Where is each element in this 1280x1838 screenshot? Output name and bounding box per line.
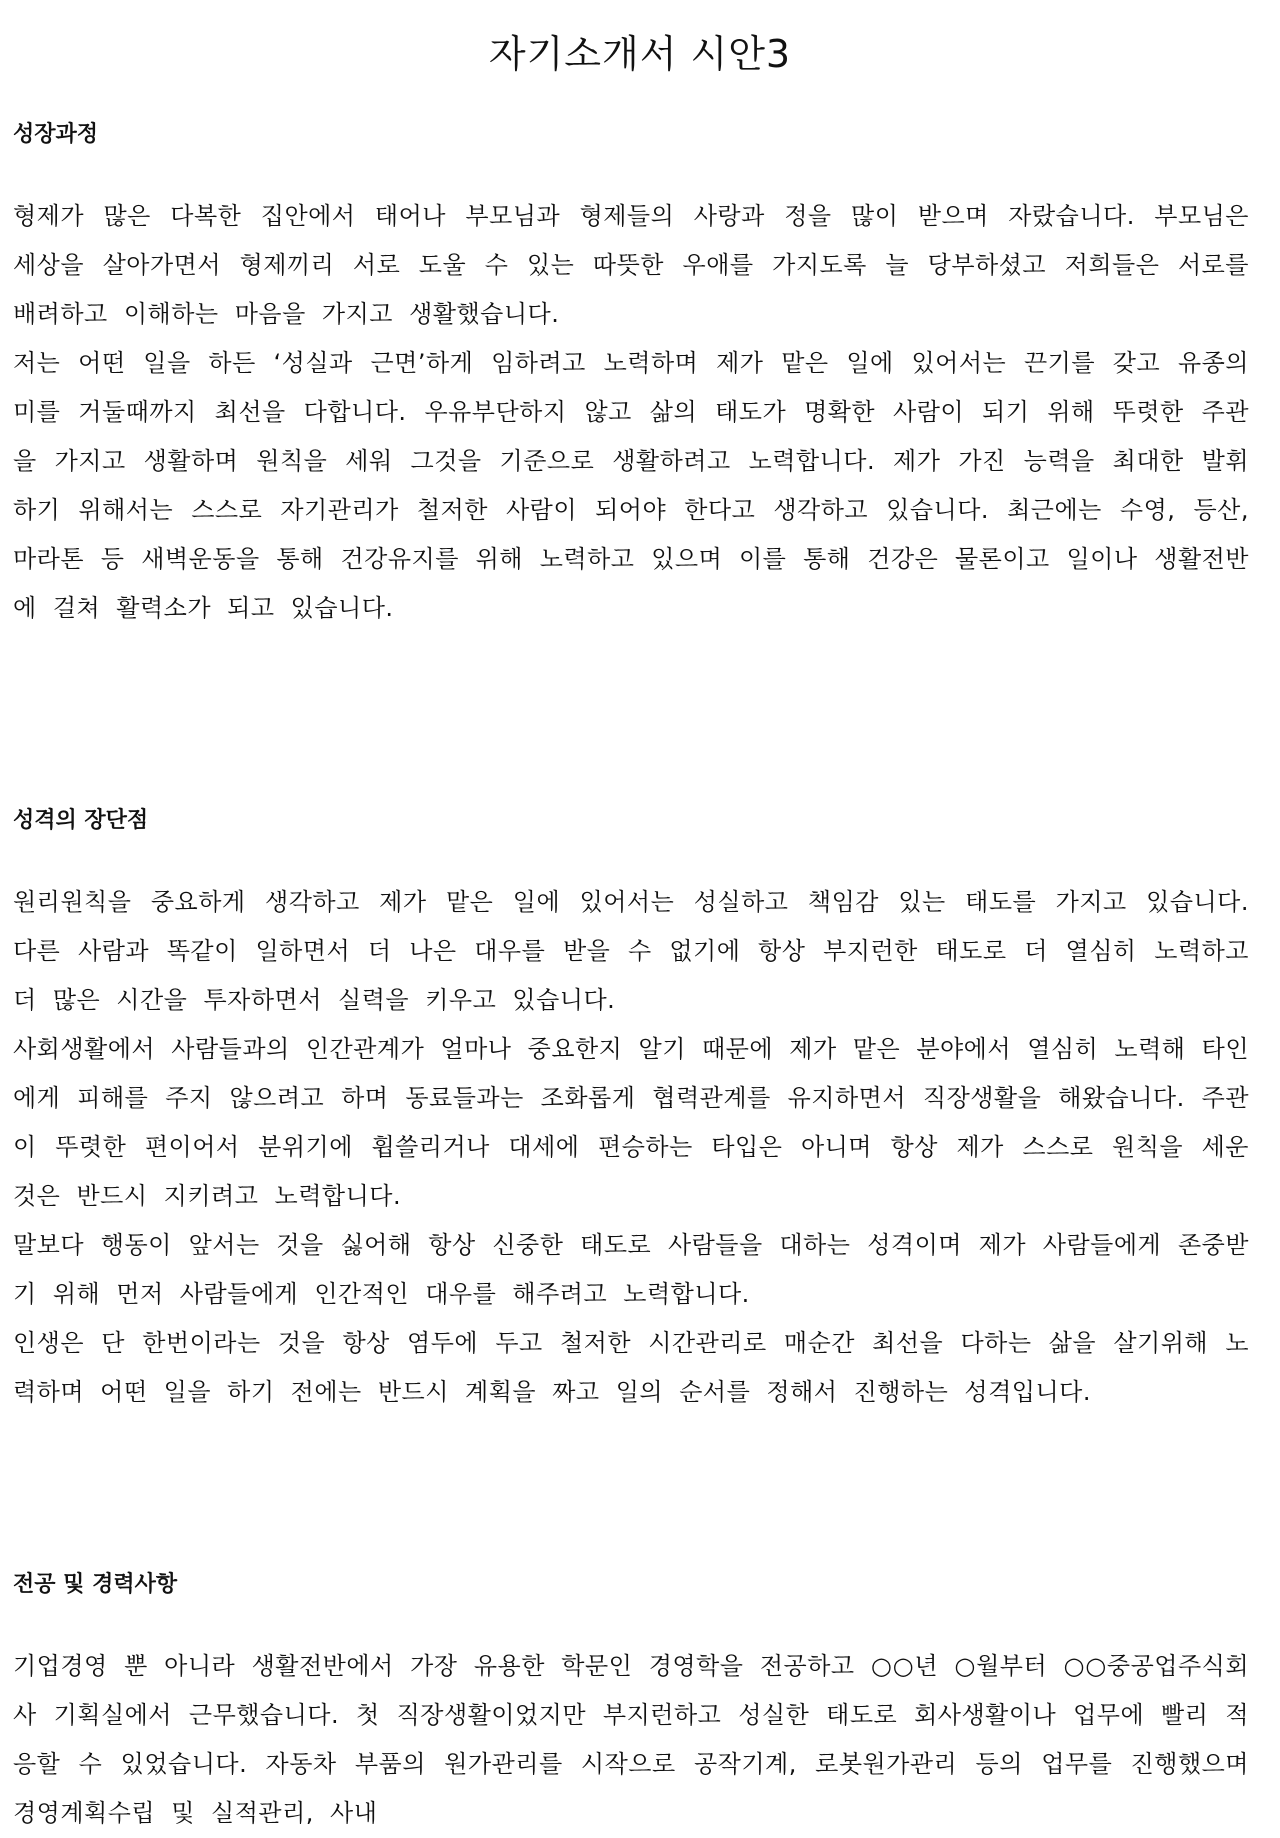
document-title: 자기소개서 시안3 (488, 32, 792, 77)
section-body (13, 192, 1249, 633)
section-personality (13, 806, 1249, 1417)
section-body (13, 878, 1249, 1417)
paragraph: 원리원칙을 중요하게 생각하고 제가 맡은 일에 있어서는 성실하고 책임감 있는 태도를 가지고 있습니다. 다른 사람과 똑같이 일하면서 더 나은 대우를 받을 수 없기에 항상 부지런한 태도로 더 열심히 노력하고 더 많은 시간을 투자하면서 실력을 키우고 있습니다. (13, 888, 1249, 1014)
paragraph: 말보다 행동이 앞서는 것을 싫어해 항상 신중한 태도로 사람들을 대하는 성격이며 제가 사람들에게 존중받기 위해 먼저 사람들에게 인간적인 대우를 해주려고 노력합니다. (13, 1231, 1249, 1308)
paragraph: 사회생활에서 사람들과의 인간관계가 얼마나 중요한지 알기 때문에 제가 맡은 분야에서 열심히 노력해 타인에게 피해를 주지 않으려고 하며 동료들과는 조화롭게 협력관계를 유지하면서 직장생활을 해왔습니다. 주관이 뚜렷한 편이어서 분위기에 휩쓸리거나 대세에 편승하는 타입은 아니며 항상 제가 스스로 원칙을 세운 것은 반드시 지키려고 노력합니다. (13, 1035, 1249, 1210)
paragraph: 형제가 많은 다복한 집안에서 태어나 부모님과 형제들의 사랑과 정을 많이 받으며 자랐습니다. 부모님은 세상을 살아가면서 형제끼리 서로 도울 수 있는 따뜻한 우애를 가지도록 늘 당부하셨고 저희들은 서로를 배려하고 이해하는 마음을 가지고 생활했습니다. (13, 202, 1249, 328)
paragraph: 인생은 단 한번이라는 것을 항상 염두에 두고 철저한 시간관리로 매순간 최선을 다하는 삶을 살기위해 노력하며 어떤 일을 하기 전에는 반드시 계획을 짜고 일의 순서를 정해서 진행하는 성격입니다. (13, 1329, 1249, 1406)
section-heading: 성격의 장단점 (13, 808, 149, 833)
paragraph: 저는 어떤 일을 하든 ‘성실과 근면’하게 임하려고 노력하며 제가 맡은 일에 있어서는 끈기를 갖고 유종의 미를 거둘때까지 최선을 다합니다. 우유부단하지 않고 삶의 태도가 명확한 사람이 되기 위해 뚜렷한 주관을 가지고 생활하며 원칙을 세워 그것을 기준으로 생활하려고 노력합니다. 제가 가진 능력을 최대한 발휘하기 위해서는 스스로 자기관리가 철저한 사람이 되어야 한다고 생각하고 있습니다. 최근에는 수영, 등산, 마라톤 등 새벽운동을 통해 건강유지를 위해 노력하고 있으며 이를 통해 건강은 물론이고 일이나 생활전반에 걸쳐 활력소가 되고 있습니다. (13, 349, 1249, 622)
section-career (13, 1570, 1249, 1838)
paragraph: 기업경영 뿐 아니라 생활전반에서 가장 유용한 학문인 경영학을 전공하고 ○○년 ○월부터 ○○중공업주식회사 기획실에서 근무했습니다. 첫 직장생활이었지만 부지런하고 성실한 태도로 회사생활이나 업무에 빨리 적응할 수 있었습니다. 자동차 부품의 원가관리를 시작으로 공작기계, 로봇원가관리 등의 업무를 진행했으며 경영계획수립 및 실적관리, 사내 (13, 1652, 1249, 1827)
section-heading: 전공 및 경력사항 (13, 1572, 178, 1597)
section-body (13, 1642, 1249, 1838)
section-growth (13, 120, 1249, 633)
section-heading: 성장과정 (13, 122, 99, 147)
